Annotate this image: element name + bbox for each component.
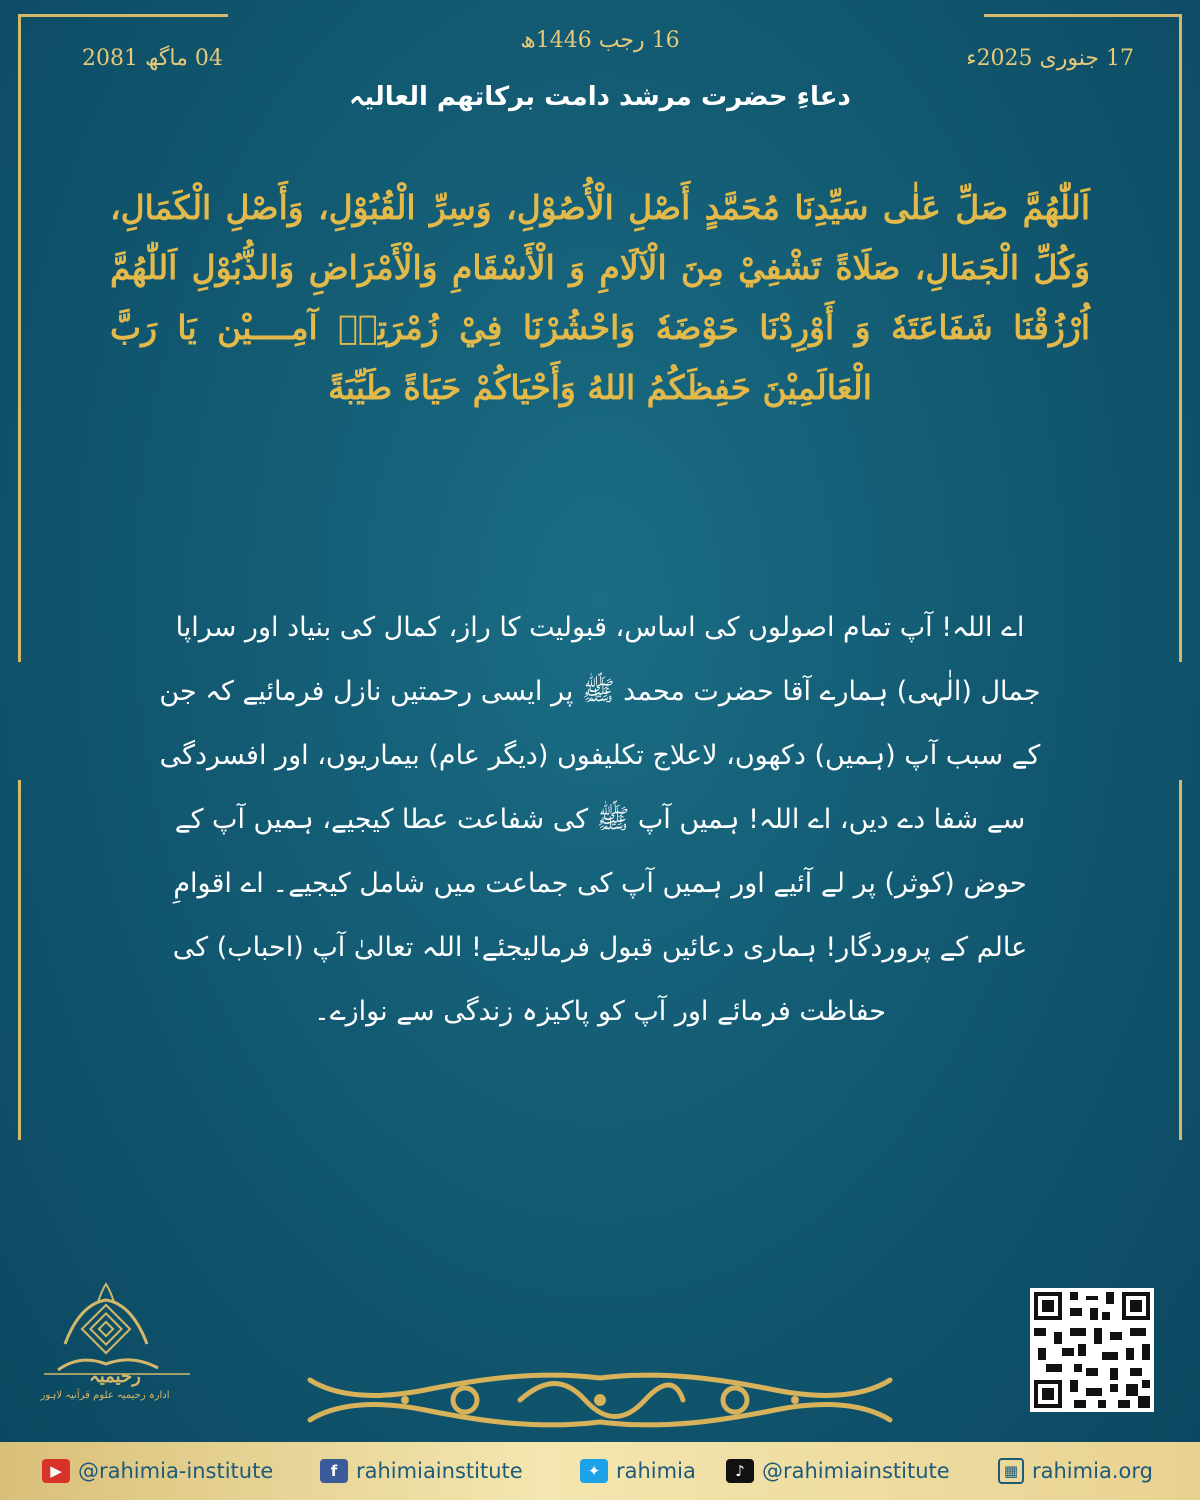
gregorian-date: 17 جنوری 2025ء	[966, 46, 1134, 71]
youtube-link[interactable]	[42, 1454, 273, 1488]
tiktok-link[interactable]	[726, 1454, 950, 1488]
frame-right-lower	[1179, 780, 1182, 1140]
decorative-ornament	[305, 1360, 895, 1440]
frame-top-right	[984, 14, 1182, 17]
website-url: rahimia.org	[1032, 1459, 1153, 1483]
website-link[interactable]	[998, 1454, 1153, 1488]
twitter-link[interactable]	[580, 1454, 696, 1488]
urdu-translation: اے اللہ! آپ تمام اصولوں کی اساس، قبولیت کا راز، کمال کی بنیاد اور سراپا جمال (الٰہی) ہمارے آقا حضرت محمد ﷺ پر ایسی رحمتیں نازل فرمائیے کہ جن کے سبب آپ (ہمیں) دکھوں، لاعلاج تکلیفوں (دیگر عام) بیماریوں، اور افسردگی سے شفا دے دیں، اے اللہ! ہمیں آپ ﷺ کی شفاعت عطا کیجیے، ہمیں آپ کے حوض (کوثر) پر لے آئیے اور ہمیں آپ کی جماعت میں شامل کیجیے۔ اے اقوامِ عالم کے پروردگار! ہماری دعائیں قبول فرمالیجئے! اللہ تعالیٰ آپ (احباب) کی حفاظت فرمائے اور آپ کو پاکیزہ زندگی سے نوازے۔	[159, 612, 1041, 1027]
twitter-icon: ✦	[580, 1459, 608, 1483]
frame-left-lower	[18, 780, 21, 1140]
twitter-handle: rahimia	[616, 1459, 696, 1483]
youtube-handle: @rahimia-institute	[78, 1459, 274, 1483]
bikrami-date: 04 ماگھ 2081	[82, 46, 223, 71]
logo-name: رحیمیہ	[89, 1366, 141, 1387]
facebook-handle: rahimiainstitute	[356, 1459, 523, 1483]
frame-top-left	[18, 14, 228, 17]
arabic-dua: اَللّٰهُمَّ صَلِّ عَلٰى سَيِّدِنَا مُحَمَّدٍ أَصْلِ الْأُصُوْلِ، وَسِرِّ الْقُبُوْلِ، وَأَصْلِ الْكَمَالِ، وَكُلِّ الْجَمَالِ، صَلَاةً تَشْفِيْ مِنَ الْآلَامِ وَ الْأَسْقَامِ وَالْأَمْرَاضِ وَالذُّبُوْلِ اَللّٰهُمَّ اُرْزُقْنَا شَفَاعَتَهٗ وَ أَوْرِدْنَا حَوْضَهٗ وَاحْشُرْنَا فِيْ زُمْرَتِهٖ آمِــــيْن يَا رَبَّ الْعَالَمِيْنَ حَفِظَكُمُ اللهُ وَأَحْيَاكُمْ حَيَاةً طَيِّبَةً	[110, 188, 1090, 407]
facebook-icon: f	[320, 1459, 348, 1483]
facebook-link[interactable]	[320, 1454, 523, 1488]
qr-code[interactable]	[1030, 1288, 1154, 1412]
qr-globe-icon: ▦	[998, 1458, 1024, 1484]
page-title: دعاءِ حضرت مرشد دامت برکاتھم العالیہ	[349, 82, 851, 112]
hijri-date: 16 رجب 1446ھ	[520, 28, 680, 53]
tiktok-icon: ♪	[726, 1459, 754, 1483]
logo-tagline: ادارہ رحیمیہ علوم قرآنیہ لاہور	[40, 1390, 170, 1401]
tiktok-handle: @rahimiainstitute	[762, 1459, 950, 1483]
youtube-icon: ▶	[42, 1459, 70, 1483]
